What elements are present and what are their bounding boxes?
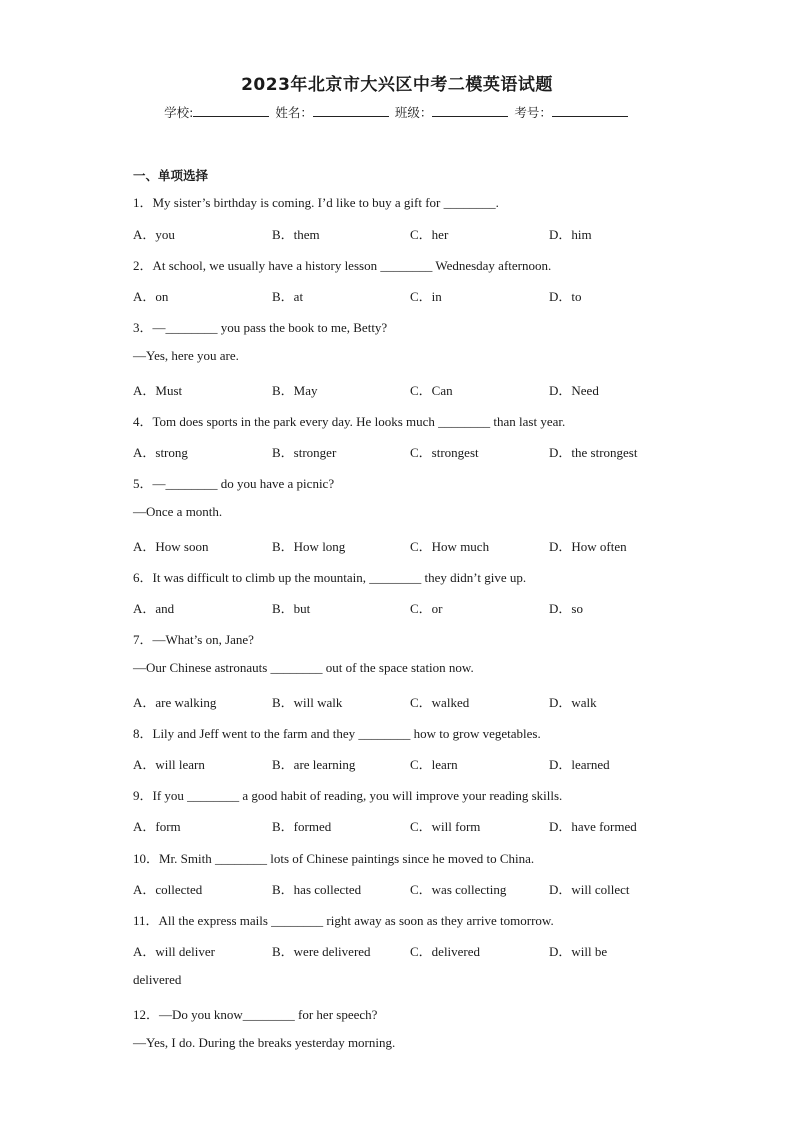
option-row	[133, 692, 693, 710]
option-c[interactable]: C．How much	[410, 539, 490, 554]
option-d[interactable]: D．walk	[549, 695, 597, 710]
option-d[interactable]: D．so	[549, 601, 583, 616]
option-c[interactable]: C．or	[410, 601, 443, 616]
option-b[interactable]: B．has collected	[272, 882, 362, 897]
option-c[interactable]: C．strongest	[410, 445, 479, 460]
option-a[interactable]: A．How soon	[133, 539, 209, 554]
class-blank[interactable]	[432, 104, 508, 117]
option-row	[133, 754, 693, 772]
question-dialogue-line: —Our Chinese astronauts ________ out of the space station now.	[133, 660, 474, 675]
option-c[interactable]: C．in	[410, 289, 442, 304]
question-stem: 9．If you ________ a good habit of reading, you will improve your reading skills.	[133, 788, 563, 803]
option-b[interactable]: B．stronger	[272, 445, 337, 460]
option-a[interactable]: A．Must	[133, 383, 183, 398]
question-stem: 1．My sister’s birthday is coming. I’d like to buy a gift for ________.	[133, 195, 499, 210]
exam-number-label: 考号：	[514, 105, 552, 120]
option-c[interactable]: C．her	[410, 227, 449, 242]
question-stem: 10．Mr. Smith ________ lots of Chinese paintings since he moved to China.	[133, 851, 535, 866]
option-b[interactable]: B．them	[272, 227, 320, 242]
option-row	[133, 286, 693, 304]
name-label: 姓名：	[275, 105, 313, 120]
option-row	[133, 879, 693, 897]
option-b[interactable]: B．were delivered	[272, 944, 371, 959]
section-title: 一、单项选择	[133, 168, 209, 183]
school-label: 学校:	[164, 105, 194, 120]
option-a[interactable]: A．will deliver	[133, 944, 215, 959]
option-d[interactable]: D．have formed	[549, 819, 637, 834]
question-stem: 5．—________ do you have a picnic?	[133, 476, 335, 491]
option-b[interactable]: B．at	[272, 289, 304, 304]
student-info-row	[0, 103, 794, 121]
question-stem: 7．—What’s on, Jane?	[133, 632, 254, 647]
option-b[interactable]: B．May	[272, 383, 318, 398]
option-d[interactable]: D．him	[549, 227, 592, 242]
option-d[interactable]: D．Need	[549, 383, 599, 398]
question-stem: 12．—Do you know________ for her speech?	[133, 1007, 378, 1022]
option-a[interactable]: A．will learn	[133, 757, 205, 772]
question-dialogue-line: —Yes, here you are.	[133, 348, 239, 363]
option-row	[133, 224, 693, 242]
option-c[interactable]: C．will form	[410, 819, 481, 834]
option-d[interactable]: D．will be	[549, 944, 608, 959]
option-c[interactable]: C．learn	[410, 757, 458, 772]
option-b[interactable]: B．will walk	[272, 695, 343, 710]
option-a[interactable]: A．strong	[133, 445, 188, 460]
option-row	[133, 598, 693, 616]
school-blank[interactable]	[193, 104, 269, 117]
class-label: 班级：	[394, 105, 433, 120]
option-a[interactable]: A．form	[133, 819, 181, 834]
option-a[interactable]: A．are walking	[133, 695, 217, 710]
question-stem: 6．It was difficult to climb up the mountain, ________ they didn’t give up.	[133, 570, 527, 585]
option-row	[133, 442, 693, 460]
option-row	[133, 380, 693, 398]
page-title: 2023年北京市大兴区中考二模英语试题	[241, 75, 553, 95]
question-stem: 3．—________ you pass the book to me, Betty?	[133, 320, 388, 335]
option-row	[133, 816, 693, 834]
option-a[interactable]: A．on	[133, 289, 169, 304]
option-b[interactable]: B．but	[272, 601, 311, 616]
option-d[interactable]: D．How often	[549, 539, 627, 554]
option-c[interactable]: C．walked	[410, 695, 470, 710]
question-stem: 11．All the express mails ________ right away as soon as they arrive tomorrow.	[133, 913, 554, 928]
exam-number-blank[interactable]	[552, 104, 628, 117]
option-row	[133, 941, 693, 959]
option-c[interactable]: C．delivered	[410, 944, 481, 959]
question-dialogue-line: —Once a month.	[133, 504, 223, 519]
option-d[interactable]: D．learned	[549, 757, 610, 772]
option-a[interactable]: A．and	[133, 601, 175, 616]
option-b[interactable]: B．formed	[272, 819, 332, 834]
option-d-continuation: delivered	[133, 972, 182, 987]
option-b[interactable]: B．are learning	[272, 757, 356, 772]
option-c[interactable]: C．was collecting	[410, 882, 507, 897]
option-c[interactable]: C．Can	[410, 383, 453, 398]
question-stem: 8．Lily and Jeff went to the farm and they ________ how to grow vegetables.	[133, 726, 541, 741]
option-d[interactable]: D．to	[549, 289, 582, 304]
question-stem: 4．Tom does sports in the park every day. He looks much ________ than last year.	[133, 414, 566, 429]
option-d[interactable]: D．the strongest	[549, 445, 638, 460]
name-blank[interactable]	[313, 104, 389, 117]
option-row	[133, 536, 693, 554]
option-d[interactable]: D．will collect	[549, 882, 630, 897]
option-b[interactable]: B．How long	[272, 539, 346, 554]
question-dialogue-line: —Yes, I do. During the breaks yesterday morning.	[133, 1035, 396, 1050]
option-a[interactable]: A．you	[133, 227, 175, 242]
question-stem: 2．At school, we usually have a history lesson ________ Wednesday afternoon.	[133, 258, 552, 273]
option-a[interactable]: A．collected	[133, 882, 203, 897]
